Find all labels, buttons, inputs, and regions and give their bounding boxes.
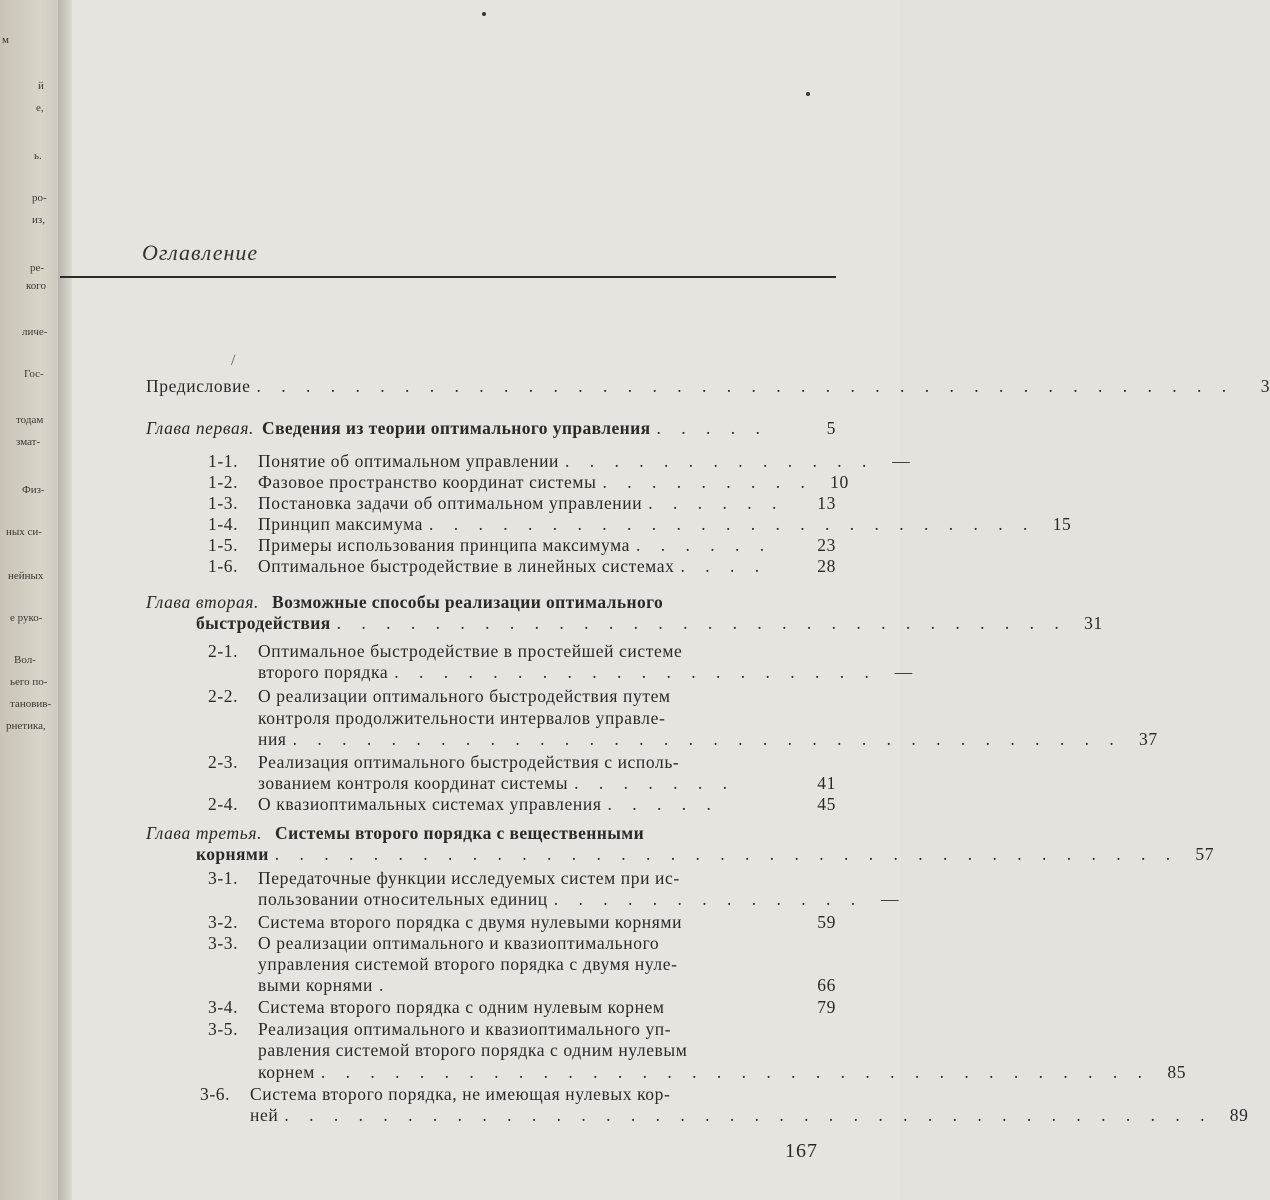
section-title-cont: второго порядка — [258, 662, 389, 682]
section-number: 3-1. — [208, 868, 239, 888]
adjacent-text: й — [38, 80, 44, 92]
toc-section-cont — [258, 729, 1158, 749]
dot-leader: . . . . . — [607, 794, 719, 814]
toc-chapter-1 — [146, 418, 836, 438]
entry-page: 31 — [1084, 613, 1103, 633]
dot-leader: . — [379, 975, 392, 995]
section-title: О реализации оптимального быстродействия путем — [258, 686, 671, 706]
pencil-mark: / — [231, 352, 236, 369]
dot-leader: . . . . . . . — [574, 773, 735, 793]
toc-section — [208, 686, 671, 707]
toc-section — [208, 451, 911, 471]
section-title: Реализация оптимального быстродействия с исполь- — [258, 752, 680, 772]
section-number: 3-6. — [200, 1084, 231, 1104]
dot-leader: . . . . . . . . . . . . . . . . . . . . . . . . . . . . . . . . . . . . . . — [284, 1105, 1213, 1125]
adjacent-text: змат- — [16, 436, 41, 448]
adjacent-text: е, — [36, 102, 44, 114]
toc-chapter-2-line1 — [146, 592, 663, 613]
section-title: Система второго порядка с двумя нулевыми корнями — [258, 912, 683, 932]
toc-chapter-3-line1 — [146, 823, 644, 844]
adjacent-text: Физ- — [22, 484, 45, 496]
section-title-cont: пользовании относительных единиц — [258, 889, 548, 909]
section-number: 1-4. — [208, 514, 239, 534]
title-rule — [60, 276, 836, 278]
adjacent-text: нейных — [8, 570, 44, 582]
section-number: 1-2. — [208, 472, 239, 492]
chapter-title-cont: корнями — [196, 844, 269, 864]
section-title: О квазиоптимальных системах управления — [258, 794, 602, 814]
entry-page: 10 — [830, 472, 849, 492]
section-title-cont: зованием контроля координат системы — [258, 773, 569, 793]
entry-page: 79 — [817, 997, 836, 1017]
dot-leader: . . . . . . . . . . . . . . . . . . . . . . . . . . . . . . . . . . . . . — [274, 844, 1179, 864]
section-title-cont: контроля продолжительности интервалов управле- — [258, 708, 666, 728]
section-title-cont: выми корнями — [258, 975, 374, 995]
section-number: 3-2. — [208, 912, 239, 932]
entry-page: 57 — [1195, 844, 1215, 864]
adjacent-text: из, — [32, 214, 45, 226]
entry-page: 5 — [826, 418, 836, 438]
dot-leader: . . . . . . . . . — [602, 472, 813, 492]
dot-leader: . . . . . . — [636, 535, 773, 555]
section-number: 2-3. — [208, 752, 239, 772]
toc-section-cont — [250, 1105, 1249, 1125]
section-title: Примеры использования принципа максимума — [258, 535, 631, 555]
toc-section — [208, 794, 836, 814]
chapter-title: Сведения из теории оптимального управления — [262, 418, 651, 438]
toc-section-cont — [258, 1062, 1187, 1082]
entry-page: — — [881, 889, 900, 909]
entry-page: — — [892, 451, 911, 471]
toc-section — [208, 556, 836, 576]
toc-section — [208, 868, 680, 889]
chapter-label: Глава вторая. — [146, 592, 260, 612]
adjacent-text: личе- — [22, 326, 48, 338]
entry-page: 23 — [817, 535, 836, 555]
adjacent-text: ре- — [30, 262, 45, 274]
adjacent-text: тановив- — [10, 698, 52, 710]
toc-section — [208, 472, 849, 492]
entry-page: — — [894, 662, 913, 682]
toc-section-cont — [258, 975, 836, 995]
section-title: Оптимальное быстродействие в простейшей системе — [258, 641, 683, 661]
section-number: 2-2. — [208, 686, 239, 706]
section-number: 3-5. — [208, 1019, 239, 1039]
toc-section — [208, 933, 659, 954]
dot-leader: . . . . . . . . . . . . . . . . . . . . . . . . . . . . . . . . . . — [292, 729, 1122, 749]
toc-section — [208, 912, 836, 932]
section-number: 3-4. — [208, 997, 239, 1017]
toc-section-cont — [258, 662, 913, 682]
section-number: 1-3. — [208, 493, 239, 513]
chapter-title-cont: быстродействия — [196, 613, 331, 633]
section-number: 1-6. — [208, 556, 239, 576]
section-number: 3-3. — [208, 933, 239, 953]
toc-section — [208, 493, 836, 513]
section-number: 2-1. — [208, 641, 239, 661]
entry-page: 37 — [1139, 729, 1158, 749]
toc-entry-preface — [146, 376, 1270, 396]
section-title: О реализации оптимального и квазиоптимального — [258, 933, 660, 953]
adjacent-text: ро- — [32, 192, 47, 204]
entry-page: 66 — [817, 975, 836, 995]
section-title: Оптимальное быстродействие в линейных системах — [258, 556, 675, 576]
entry-page: 89 — [1229, 1105, 1249, 1125]
dot-leader: . . . . — [680, 556, 768, 576]
dot-leader: . . . . . — [656, 418, 768, 438]
page-title: Оглавление — [142, 240, 259, 265]
toc-chapter-2-line2 — [196, 613, 1103, 633]
entry-page: 3 — [1260, 376, 1270, 396]
section-title-cont: ней — [250, 1105, 279, 1125]
section-title: Система второго порядка с одним нулевым корнем — [258, 997, 665, 1017]
adjacent-text: Гос- — [24, 368, 44, 380]
adjacent-text: Вол- — [14, 654, 36, 666]
dot-leader: . . . . . . . . . . . . . — [565, 451, 875, 471]
section-title: Реализация оптимального и квазиоптимального уп- — [258, 1019, 672, 1039]
dot-leader: . . . . . . — [648, 493, 785, 513]
toc-section — [208, 997, 836, 1017]
entry-page: 28 — [817, 556, 836, 576]
toc-chapter-3-line2 — [196, 844, 1215, 864]
chapter-label: Глава третья. — [146, 823, 263, 843]
toc-section-cont — [258, 889, 900, 909]
adjacent-text: е руко- — [10, 612, 43, 624]
section-title-cont: управления системой второго порядка с двумя нуле- — [258, 954, 678, 974]
section-title: Фазовое пространство координат системы — [258, 472, 597, 492]
toc-section — [208, 1019, 671, 1040]
adjacent-text: ь. — [34, 150, 42, 162]
toc-section — [208, 752, 679, 773]
toc-section-cont — [258, 773, 836, 793]
chapter-title: Возможные способы реализации оптимального — [272, 592, 664, 612]
section-number: 1-1. — [208, 451, 239, 471]
section-title: Постановка задачи об оптимальном управлении — [258, 493, 643, 513]
section-number: 2-4. — [208, 794, 239, 814]
section-number: 1-5. — [208, 535, 239, 555]
entry-page: 59 — [817, 912, 836, 932]
adjacent-text: ных си- — [6, 526, 42, 538]
dot-leader: . . . . . . . . . . . . . . . . . . . . . . . . . . . . . . . . . . . . . . . . — [256, 376, 1235, 396]
section-title: Система второго порядка, не имеющая нулевых кор- — [250, 1084, 671, 1104]
entry-page: 13 — [817, 493, 836, 513]
toc-section — [208, 535, 836, 555]
chapter-title: Системы второго порядка с вещественными — [275, 823, 645, 843]
section-title-cont: равления системой второго порядка с одним нулевым — [258, 1040, 688, 1060]
toc-section — [208, 514, 1072, 534]
dot-leader: . . . . . . . . . . . . . . . . . . . . . . . . . . . . . . . . . . — [320, 1062, 1151, 1082]
adjacent-text: кого — [26, 280, 47, 292]
section-title: Принцип максимума — [258, 514, 424, 534]
dot-leader: . . . . . . . . . . . . . . . . . . . . . . . . . . . . . . — [336, 613, 1067, 633]
section-title-cont: корнем — [258, 1062, 315, 1082]
section-title-cont: ния — [258, 729, 287, 749]
page-number: 167 — [785, 1140, 818, 1162]
entry-page: 45 — [817, 794, 836, 814]
chapter-label: Глава первая. — [146, 418, 255, 438]
entry-page: 85 — [1167, 1062, 1187, 1082]
toc-section — [200, 1084, 670, 1105]
entry-title: Предисловие — [146, 376, 251, 396]
dot-leader: . . . . . . . . . . . . . . . . . . . . — [394, 662, 877, 682]
section-title: Передаточные функции исследуемых систем при ис- — [258, 868, 680, 888]
adjacent-text: м — [2, 34, 9, 46]
toc-section — [208, 641, 682, 662]
adjacent-text: рнетика, — [6, 720, 46, 732]
entry-page: 41 — [817, 773, 836, 793]
entry-page: 15 — [1052, 514, 1072, 534]
adjacent-text: тодам — [16, 414, 44, 426]
dot-leader: . . . . . . . . . . . . . — [553, 889, 864, 909]
section-title: Понятие об оптимальном управлении — [258, 451, 559, 471]
dot-leader: . . . . . . . . . . . . . . . . . . . . . . . . . — [429, 514, 1036, 534]
adjacent-text: ьего по- — [10, 676, 48, 688]
